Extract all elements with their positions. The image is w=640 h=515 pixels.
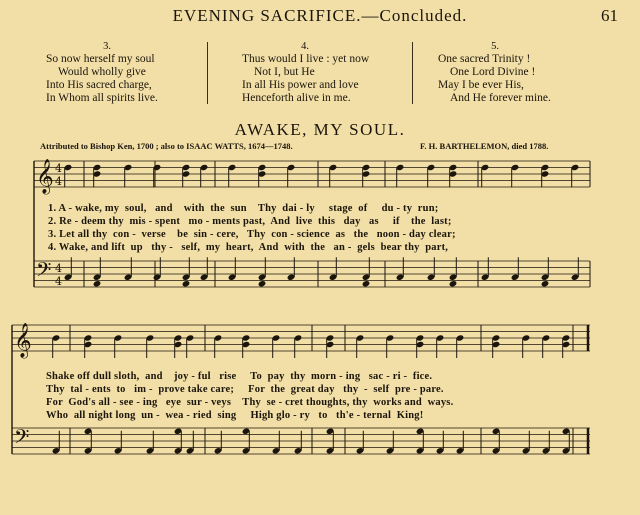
verse-line: Henceforth alive in me. <box>242 92 351 104</box>
verse-line: So now herself my soul <box>46 53 155 65</box>
page-number: 61 <box>601 6 618 25</box>
lyric-line: 3. Let all thy con - verse be sin - cere, Thy con - science as the noon - day clear; <box>48 229 456 240</box>
lyric-line: Shake off dull sloth, and joy - ful rise To pay thy morn - ing sac - ri - fice. <box>46 371 433 382</box>
verse-line: Into His sacred charge, <box>46 79 152 91</box>
treble-clef-icon: 𝄞 <box>36 159 54 194</box>
verse-line: Would wholly give <box>58 66 146 78</box>
verse-line: Thus would I live : yet now <box>242 53 370 65</box>
running-header: EVENING SACRIFICE.—Concluded. <box>172 6 468 25</box>
verse-line: Not I, but He <box>254 66 315 78</box>
hymn-title: AWAKE, MY SOUL. <box>234 120 406 139</box>
note-head <box>362 280 371 287</box>
verse-line: In all His power and love <box>242 79 359 91</box>
lyric-line: Who all night long un - wea - ried sing High glo - ry to th'e - ternal King! <box>46 410 424 421</box>
verse-number: 4. <box>301 41 309 52</box>
time-signature: 4 <box>55 175 62 188</box>
lyric-line: For God's all - see - ing eye sur - veys Thy se - cret thoughts, thy works and ways. <box>46 397 454 408</box>
verse-line: In Whom all spirits live. <box>46 92 158 104</box>
bass-clef-icon: 𝄢 <box>14 425 30 453</box>
author-attribution: Attributed to Bishop Ken, 1700 ; also to ISAAC WATTS, 1674—1748. <box>40 141 293 151</box>
lyric-line: 4. Wake, and lift up thy - self, my heart, And with the an - gels bear thy part, <box>48 242 449 253</box>
note-head <box>541 280 550 287</box>
verse-line: One Lord Divine ! <box>450 66 536 78</box>
verse-number: 3. <box>103 41 111 52</box>
verse-line: May I be ever His, <box>438 79 524 91</box>
verse-line: One sacred Trinity ! <box>438 53 531 65</box>
verse-line: And He forever mine. <box>450 92 551 104</box>
lyric-line: 2. Re - deem thy mis - spent mo - ments past, And live this day as if the last; <box>48 216 452 227</box>
time-signature: 4 <box>55 262 62 275</box>
composer-credit: F. H. BARTHELEMON, died 1788. <box>420 141 549 151</box>
time-signature: 4 <box>55 275 62 288</box>
bass-clef-icon: 𝄢 <box>36 258 52 286</box>
treble-clef-icon: 𝄞 <box>14 323 32 358</box>
note-head <box>258 280 267 287</box>
note-head <box>449 280 458 287</box>
note-head <box>182 280 191 287</box>
lyric-line: Thy tal - ents to im - prove take care; For the great day thy - self pre - pare. <box>46 384 444 395</box>
note-head <box>93 280 102 287</box>
verse-number: 5. <box>491 41 499 52</box>
time-signature: 4 <box>55 162 62 175</box>
lyric-line: 1. A - wake, my soul, and with the sun Thy dai - ly stage of du - ty run; <box>48 203 439 214</box>
